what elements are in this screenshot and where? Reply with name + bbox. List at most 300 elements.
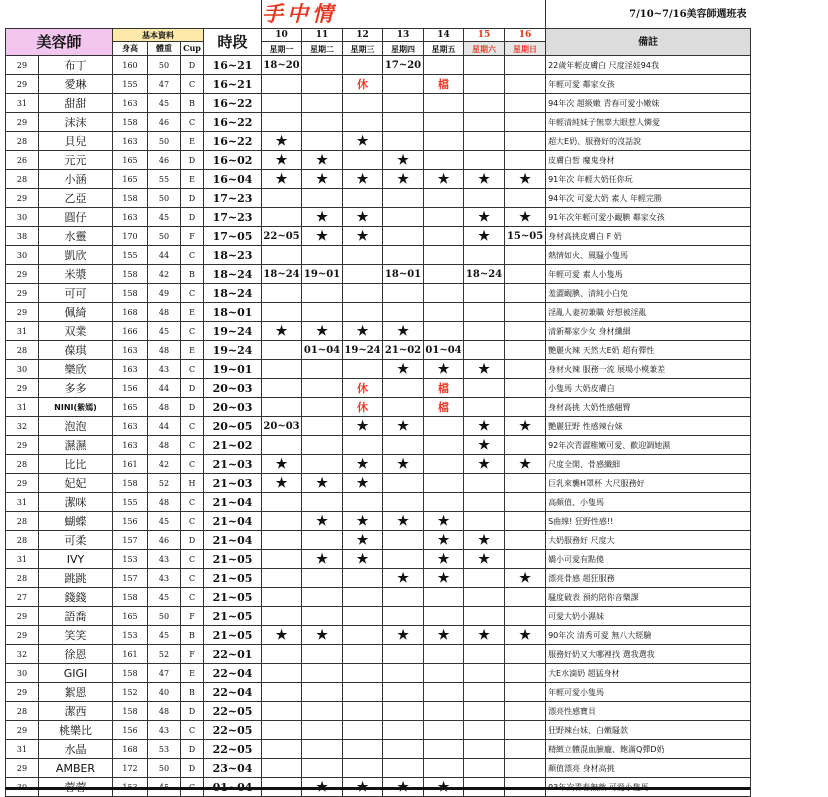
shift-cell: 檔 bbox=[424, 75, 464, 94]
time-cell: 20~05 bbox=[204, 417, 262, 436]
header-basic: 基本資料 bbox=[113, 29, 204, 42]
shift-cell bbox=[343, 360, 383, 379]
age-cell: 29 bbox=[6, 113, 39, 132]
name-cell: 可可 bbox=[39, 284, 113, 303]
shift-cell: ★ bbox=[302, 208, 343, 227]
shift-cell: ★ bbox=[464, 170, 505, 189]
shift-cell bbox=[383, 208, 424, 227]
name-cell: GIGI bbox=[39, 664, 113, 683]
name-cell: 潔西 bbox=[39, 702, 113, 721]
height-cell: 158 bbox=[113, 474, 148, 493]
shift-cell: 17~20 bbox=[383, 56, 424, 75]
shift-cell bbox=[505, 303, 546, 322]
weight-cell: 48 bbox=[148, 493, 181, 512]
weight-cell: 46 bbox=[148, 151, 181, 170]
shift-cell bbox=[302, 740, 343, 759]
shift-cell: ★ bbox=[343, 417, 383, 436]
age-cell: 29 bbox=[6, 721, 39, 740]
shift-cell bbox=[343, 303, 383, 322]
shift-cell bbox=[383, 379, 424, 398]
age-cell: 29 bbox=[6, 379, 39, 398]
name-cell: 可柔 bbox=[39, 531, 113, 550]
time-cell: 23~04 bbox=[204, 759, 262, 778]
shift-cell bbox=[343, 588, 383, 607]
shift-cell bbox=[262, 208, 302, 227]
shop-title: 手中情 bbox=[262, 0, 424, 29]
weight-cell: 50 bbox=[148, 189, 181, 208]
shift-cell: 檔 bbox=[424, 379, 464, 398]
table-row bbox=[6, 740, 751, 759]
shift-cell: 休 bbox=[343, 75, 383, 94]
shift-cell bbox=[424, 607, 464, 626]
time-cell: 16~02 bbox=[204, 151, 262, 170]
weight-cell: 53 bbox=[148, 740, 181, 759]
note-cell: 巨乳來襲H罩杯 大尺服務好 bbox=[546, 474, 751, 493]
shift-cell bbox=[505, 132, 546, 151]
name-cell: 泡泡 bbox=[39, 417, 113, 436]
name-cell: 桃樂比 bbox=[39, 721, 113, 740]
shift-cell: ★ bbox=[424, 550, 464, 569]
cup-cell: C bbox=[181, 550, 204, 569]
shift-cell bbox=[302, 664, 343, 683]
age-cell: 27 bbox=[6, 588, 39, 607]
shift-cell bbox=[343, 56, 383, 75]
shift-cell bbox=[505, 341, 546, 360]
shift-cell: 19~24 bbox=[343, 341, 383, 360]
shift-cell bbox=[302, 246, 343, 265]
age-cell: 28 bbox=[6, 569, 39, 588]
shift-cell bbox=[505, 398, 546, 417]
height-cell: 161 bbox=[113, 645, 148, 664]
shift-cell bbox=[383, 721, 424, 740]
shift-cell bbox=[505, 683, 546, 702]
time-cell: 16~21 bbox=[204, 56, 262, 75]
header-time: 時段 bbox=[204, 29, 262, 56]
shift-cell bbox=[424, 303, 464, 322]
shift-cell bbox=[464, 740, 505, 759]
shift-cell bbox=[343, 759, 383, 778]
time-cell: 21~04 bbox=[204, 493, 262, 512]
shift-cell: ★ bbox=[302, 227, 343, 246]
shift-cell: ★ bbox=[302, 474, 343, 493]
day-name: 星期六 bbox=[464, 42, 505, 56]
cup-cell: C bbox=[181, 493, 204, 512]
name-cell: 凱欣 bbox=[39, 246, 113, 265]
height-cell: 163 bbox=[113, 417, 148, 436]
shift-cell: ★ bbox=[464, 531, 505, 550]
note-cell: 清新鄰家少女 身材纖細 bbox=[546, 322, 751, 341]
height-cell: 158 bbox=[113, 284, 148, 303]
note-cell: 91年次 年輕大奶任你玩 bbox=[546, 170, 751, 189]
shift-cell: ★ bbox=[383, 455, 424, 474]
shift-cell bbox=[424, 493, 464, 512]
title-spacer bbox=[6, 0, 262, 29]
time-cell: 21~05 bbox=[204, 626, 262, 645]
weight-cell: 50 bbox=[148, 56, 181, 75]
table-row bbox=[6, 531, 751, 550]
name-cell: 布丁 bbox=[39, 56, 113, 75]
shift-cell bbox=[302, 702, 343, 721]
shift-cell bbox=[505, 436, 546, 455]
time-cell: 20~03 bbox=[204, 398, 262, 417]
time-cell: 22~04 bbox=[204, 683, 262, 702]
shift-cell bbox=[424, 455, 464, 474]
shift-cell bbox=[383, 398, 424, 417]
height-cell: 166 bbox=[113, 322, 148, 341]
note-cell: 漂亮性感寶貝 bbox=[546, 702, 751, 721]
shift-cell bbox=[383, 474, 424, 493]
time-cell: 22~05 bbox=[204, 702, 262, 721]
shift-cell bbox=[343, 246, 383, 265]
height-cell: 163 bbox=[113, 94, 148, 113]
weight-cell: 43 bbox=[148, 721, 181, 740]
name-cell: 蝴蝶 bbox=[39, 512, 113, 531]
table-row bbox=[6, 246, 751, 265]
height-cell: 160 bbox=[113, 56, 148, 75]
day-name: 星期一 bbox=[262, 42, 302, 56]
name-cell: 笑笑 bbox=[39, 626, 113, 645]
shift-cell bbox=[505, 322, 546, 341]
day-name: 星期四 bbox=[383, 42, 424, 56]
shift-cell: ★ bbox=[464, 417, 505, 436]
height-cell: 158 bbox=[113, 265, 148, 284]
age-cell: 31 bbox=[6, 740, 39, 759]
shift-cell bbox=[505, 284, 546, 303]
time-cell: 21~03 bbox=[204, 474, 262, 493]
shift-cell: ★ bbox=[262, 626, 302, 645]
shift-cell: ★ bbox=[383, 626, 424, 645]
header-height: 身高 bbox=[113, 42, 148, 56]
note-cell: 超大E奶、服務好的沒話說 bbox=[546, 132, 751, 151]
table-row bbox=[6, 265, 751, 284]
shift-cell bbox=[464, 645, 505, 664]
cup-cell: C bbox=[181, 246, 204, 265]
shift-cell bbox=[302, 588, 343, 607]
height-cell: 168 bbox=[113, 303, 148, 322]
shift-cell bbox=[464, 113, 505, 132]
header-notes: 備註 bbox=[546, 29, 751, 56]
table-row bbox=[6, 322, 751, 341]
shift-cell bbox=[262, 607, 302, 626]
shift-cell bbox=[302, 113, 343, 132]
shift-cell bbox=[302, 303, 343, 322]
table-row bbox=[6, 360, 751, 379]
age-cell: 29 bbox=[6, 189, 39, 208]
name-cell: 語喬 bbox=[39, 607, 113, 626]
shift-cell: ★ bbox=[505, 417, 546, 436]
age-cell: 29 bbox=[6, 759, 39, 778]
title-spacer-right bbox=[424, 0, 546, 29]
shift-cell: ★ bbox=[464, 208, 505, 227]
height-cell: 163 bbox=[113, 436, 148, 455]
weight-cell: 44 bbox=[148, 379, 181, 398]
table-row bbox=[6, 75, 751, 94]
table-row bbox=[6, 626, 751, 645]
shift-cell: ★ bbox=[505, 170, 546, 189]
shift-cell: ★ bbox=[302, 170, 343, 189]
name-cell: 小涵 bbox=[39, 170, 113, 189]
shift-cell bbox=[464, 569, 505, 588]
name-cell: 圓仔 bbox=[39, 208, 113, 227]
table-row bbox=[6, 436, 751, 455]
cup-cell: D bbox=[181, 208, 204, 227]
age-cell: 32 bbox=[6, 645, 39, 664]
table-row bbox=[6, 284, 751, 303]
weight-cell: 50 bbox=[148, 132, 181, 151]
name-cell: 徐恩 bbox=[39, 645, 113, 664]
shift-cell bbox=[464, 284, 505, 303]
shift-cell bbox=[262, 436, 302, 455]
shift-cell: ★ bbox=[262, 170, 302, 189]
shift-cell: ★ bbox=[302, 151, 343, 170]
height-cell: 156 bbox=[113, 721, 148, 740]
name-cell: IVY bbox=[39, 550, 113, 569]
shift-cell bbox=[343, 702, 383, 721]
weight-cell: 40 bbox=[148, 683, 181, 702]
note-cell: 狂野辣台妹、白嫩騷款 bbox=[546, 721, 751, 740]
shift-cell bbox=[424, 208, 464, 227]
height-cell: 158 bbox=[113, 664, 148, 683]
table-row bbox=[6, 512, 751, 531]
schedule-sheet bbox=[5, 0, 750, 797]
shift-cell bbox=[424, 284, 464, 303]
shift-cell bbox=[302, 569, 343, 588]
shift-cell: ★ bbox=[262, 455, 302, 474]
name-cell: 濕濕 bbox=[39, 436, 113, 455]
weight-cell: 45 bbox=[148, 208, 181, 227]
name-cell: 絮恩 bbox=[39, 683, 113, 702]
shift-cell bbox=[383, 75, 424, 94]
day-name: 星期五 bbox=[424, 42, 464, 56]
weight-cell: 45 bbox=[148, 588, 181, 607]
shift-cell: ★ bbox=[505, 569, 546, 588]
shift-cell: ★ bbox=[464, 360, 505, 379]
shift-cell: ★ bbox=[464, 436, 505, 455]
shift-cell bbox=[383, 702, 424, 721]
shift-cell bbox=[262, 94, 302, 113]
shift-cell bbox=[262, 493, 302, 512]
shift-cell: ★ bbox=[505, 626, 546, 645]
shift-cell bbox=[343, 436, 383, 455]
day-num: 10 bbox=[262, 29, 302, 42]
height-cell: 170 bbox=[113, 227, 148, 246]
day-num: 16 bbox=[505, 29, 546, 42]
age-cell: 28 bbox=[6, 341, 39, 360]
shift-cell bbox=[262, 588, 302, 607]
cup-cell: H bbox=[181, 474, 204, 493]
age-cell: 31 bbox=[6, 493, 39, 512]
shift-cell bbox=[464, 303, 505, 322]
shift-cell: ★ bbox=[383, 512, 424, 531]
weight-cell: 50 bbox=[148, 227, 181, 246]
time-cell: 19~01 bbox=[204, 360, 262, 379]
age-cell: 31 bbox=[6, 94, 39, 113]
time-cell: 18~23 bbox=[204, 246, 262, 265]
shift-cell bbox=[383, 740, 424, 759]
shift-cell bbox=[383, 759, 424, 778]
shift-cell bbox=[262, 189, 302, 208]
time-cell: 16~22 bbox=[204, 132, 262, 151]
shift-cell bbox=[383, 607, 424, 626]
height-cell: 165 bbox=[113, 170, 148, 189]
height-cell: 158 bbox=[113, 113, 148, 132]
cup-cell: E bbox=[181, 170, 204, 189]
height-cell: 172 bbox=[113, 759, 148, 778]
shift-cell bbox=[424, 113, 464, 132]
cup-cell: C bbox=[181, 75, 204, 94]
shift-cell bbox=[464, 683, 505, 702]
shift-cell bbox=[262, 398, 302, 417]
shift-cell bbox=[464, 94, 505, 113]
shift-cell bbox=[464, 56, 505, 75]
table-row bbox=[6, 341, 751, 360]
name-cell: 跳跳 bbox=[39, 569, 113, 588]
shift-cell bbox=[464, 607, 505, 626]
shift-cell bbox=[505, 265, 546, 284]
weight-cell: 49 bbox=[148, 284, 181, 303]
cup-cell: D bbox=[181, 759, 204, 778]
note-cell: 91年次年輕可愛小靦腆 鄰家女孩 bbox=[546, 208, 751, 227]
shift-cell bbox=[262, 284, 302, 303]
shift-cell bbox=[424, 151, 464, 170]
shift-cell bbox=[343, 113, 383, 132]
shift-cell: ★ bbox=[383, 417, 424, 436]
shift-cell bbox=[383, 284, 424, 303]
week-title: 7/10~7/16美容師週班表 bbox=[546, 0, 751, 29]
shift-cell bbox=[262, 379, 302, 398]
table-row bbox=[6, 550, 751, 569]
shift-cell bbox=[262, 512, 302, 531]
shift-cell bbox=[302, 493, 343, 512]
name-cell: 乙亞 bbox=[39, 189, 113, 208]
height-cell: 157 bbox=[113, 531, 148, 550]
cup-cell: D bbox=[181, 740, 204, 759]
cup-cell: D bbox=[181, 379, 204, 398]
note-cell: 淫亂人妻初兼職 好想被淫亂 bbox=[546, 303, 751, 322]
shift-cell bbox=[302, 531, 343, 550]
shift-cell: ★ bbox=[343, 208, 383, 227]
time-cell: 18~24 bbox=[204, 265, 262, 284]
note-cell: 騷度破表 預約陪你音樂課 bbox=[546, 588, 751, 607]
age-cell: 32 bbox=[6, 417, 39, 436]
day-num: 15 bbox=[464, 29, 505, 42]
note-cell: 顏值漂亮 身材高挑 bbox=[546, 759, 751, 778]
shift-cell bbox=[505, 588, 546, 607]
age-cell: 29 bbox=[6, 303, 39, 322]
table-row bbox=[6, 189, 751, 208]
shift-cell bbox=[262, 721, 302, 740]
shift-cell bbox=[343, 493, 383, 512]
weight-cell: 43 bbox=[148, 550, 181, 569]
shift-cell bbox=[505, 721, 546, 740]
shift-cell bbox=[343, 569, 383, 588]
height-cell: 165 bbox=[113, 151, 148, 170]
cup-cell: D bbox=[181, 151, 204, 170]
height-cell: 155 bbox=[113, 75, 148, 94]
shift-cell bbox=[302, 94, 343, 113]
table-row bbox=[6, 683, 751, 702]
shift-cell: 18~24 bbox=[464, 265, 505, 284]
table-row bbox=[6, 455, 751, 474]
height-cell: 158 bbox=[113, 702, 148, 721]
shift-cell bbox=[424, 322, 464, 341]
age-cell: 30 bbox=[6, 664, 39, 683]
table-row bbox=[6, 379, 751, 398]
age-cell: 28 bbox=[6, 531, 39, 550]
shift-cell bbox=[302, 683, 343, 702]
shift-cell bbox=[505, 645, 546, 664]
note-cell: 大奶服務好 尺度大 bbox=[546, 531, 751, 550]
note-cell: 年輕可愛 素人小隻馬 bbox=[546, 265, 751, 284]
name-cell: NINI(紫嫣) bbox=[39, 398, 113, 417]
header-name: 美容師 bbox=[6, 29, 113, 56]
shift-cell bbox=[464, 379, 505, 398]
cup-cell: C bbox=[181, 417, 204, 436]
shift-cell: ★ bbox=[302, 512, 343, 531]
shift-cell bbox=[262, 702, 302, 721]
table-row bbox=[6, 759, 751, 778]
height-cell: 158 bbox=[113, 588, 148, 607]
note-cell: 年輕清純妹子無辜大眼惹人憐愛 bbox=[546, 113, 751, 132]
weight-cell: 50 bbox=[148, 607, 181, 626]
cup-cell: C bbox=[181, 512, 204, 531]
shift-cell bbox=[302, 759, 343, 778]
time-cell: 19~24 bbox=[204, 322, 262, 341]
time-cell: 17~23 bbox=[204, 208, 262, 227]
name-cell: 葆琪 bbox=[39, 341, 113, 360]
cup-cell: D bbox=[181, 189, 204, 208]
note-cell: 精緻立體混血臉龐、飽滿Q彈D奶 bbox=[546, 740, 751, 759]
weight-cell: 55 bbox=[148, 170, 181, 189]
age-cell: 29 bbox=[6, 265, 39, 284]
time-cell: 17~05 bbox=[204, 227, 262, 246]
time-cell: 22~04 bbox=[204, 664, 262, 683]
age-cell: 29 bbox=[6, 474, 39, 493]
note-cell: 小隻馬 大奶皮膚白 bbox=[546, 379, 751, 398]
shift-cell bbox=[262, 550, 302, 569]
name-cell: 愛琳 bbox=[39, 75, 113, 94]
weight-cell: 44 bbox=[148, 417, 181, 436]
cup-cell: C bbox=[181, 436, 204, 455]
table-row bbox=[6, 493, 751, 512]
shift-cell bbox=[343, 189, 383, 208]
time-cell: 20~03 bbox=[204, 379, 262, 398]
cup-cell: E bbox=[181, 664, 204, 683]
cup-cell: D bbox=[181, 702, 204, 721]
note-cell: 年輕可愛 鄰家女孩 bbox=[546, 75, 751, 94]
shift-cell bbox=[505, 759, 546, 778]
note-cell: 大E水滴奶 超猛身材 bbox=[546, 664, 751, 683]
shift-cell bbox=[343, 151, 383, 170]
shift-cell bbox=[302, 284, 343, 303]
shift-cell bbox=[262, 683, 302, 702]
shift-cell bbox=[424, 436, 464, 455]
shift-cell bbox=[424, 740, 464, 759]
table-row bbox=[6, 132, 751, 151]
time-cell: 19~24 bbox=[204, 341, 262, 360]
shift-cell bbox=[262, 740, 302, 759]
note-cell: 皮膚白皙 魔鬼身材 bbox=[546, 151, 751, 170]
table-row bbox=[6, 151, 751, 170]
shift-cell bbox=[464, 512, 505, 531]
note-cell: 熱情如火、風騷小隻馬 bbox=[546, 246, 751, 265]
time-cell: 18~24 bbox=[204, 284, 262, 303]
shift-cell: 19~01 bbox=[302, 265, 343, 284]
weight-cell: 48 bbox=[148, 398, 181, 417]
shift-cell: ★ bbox=[302, 322, 343, 341]
time-cell: 21~03 bbox=[204, 455, 262, 474]
shift-cell: 休 bbox=[343, 398, 383, 417]
